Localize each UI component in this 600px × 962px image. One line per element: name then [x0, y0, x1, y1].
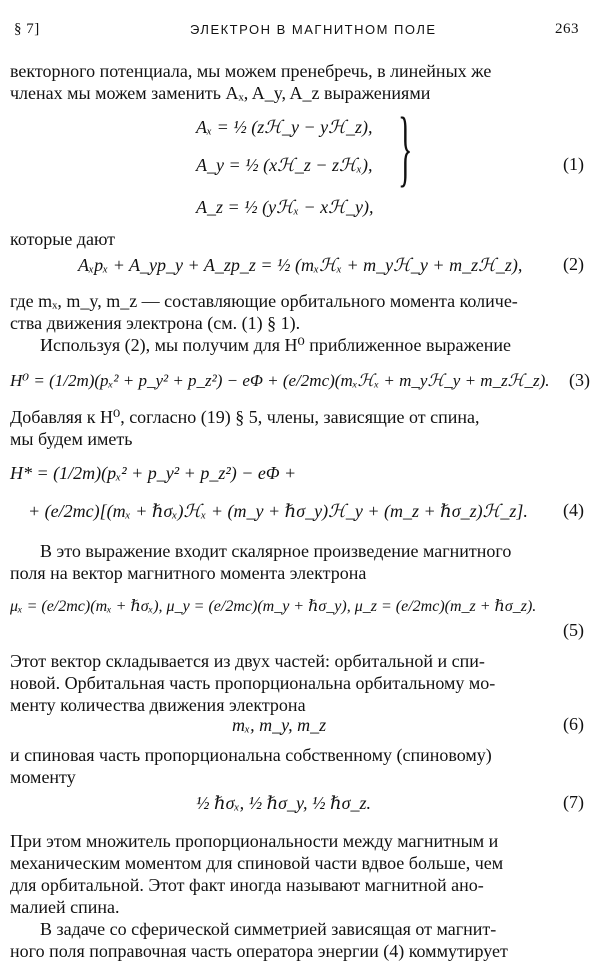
text-line: Используя (2), мы получим для H⁰ приближенное выражение	[40, 335, 511, 355]
text-line: В задаче со сферической симметрией зависящая от магнит-	[40, 919, 497, 939]
page-number: 263	[555, 21, 579, 37]
equation-number: (2)	[563, 254, 584, 274]
text-line: В это выражение входит скалярное произведение магнитного	[40, 541, 512, 561]
text-line: и спиновая часть пропорциональна собственному (спиновому)	[10, 745, 492, 765]
text-line: ства движения электрона (см. (1) § 1).	[10, 313, 301, 333]
equation-4b: + (e/2mc)[(mₓ + ℏσₓ)ℋₓ + (m_y + ℏσ_y)ℋ_y + (m_z + ℏσ_z)ℋ_z].	[28, 501, 528, 521]
text-line: членах мы можем заменить Aₓ, A_y, A_z выражениями	[10, 83, 431, 103]
equation-number: (5)	[563, 620, 584, 640]
text-line: где mₓ, m_y, m_z — составляющие орбитального момента количе-	[10, 291, 518, 311]
equation-4a: H* = (1/2m)(pₓ² + p_y² + p_z²) − eΦ +	[10, 463, 297, 483]
equation-1c: A_z = ½ (yℋₓ − xℋ_y),	[196, 197, 374, 217]
equation-1a: Aₓ = ½ (zℋ_y − yℋ_z),	[196, 117, 373, 137]
equation-7: ½ ℏσₓ, ½ ℏσ_y, ½ ℏσ_z.	[196, 793, 372, 813]
running-title: ЭЛЕКТРОН В МАГНИТНОМ ПОЛЕ	[190, 22, 437, 37]
text-line: поля на вектор магнитного момента электрона	[10, 563, 367, 583]
equation-number: (3)	[569, 370, 590, 390]
equation-5: μₓ = (e/2mc)(mₓ + ℏσₓ), μ_y = (e/2mc)(m_y + ℏσ_y), μ_z = (e/2mc)(m_z + ℏσ_z).	[10, 598, 537, 615]
equation-3: H⁰ = (1/2m)(pₓ² + p_y² + p_z²) − eΦ + (e/2mc)(mₓℋₓ + m_yℋ_y + m_zℋ_z).	[10, 371, 550, 390]
text-line: векторного потенциала, мы можем пренебречь, в линейных же	[10, 61, 492, 81]
text-line: менту количества движения электрона	[10, 695, 306, 715]
text-line: для орбитальной. Этот факт иногда называют магнитной ано-	[10, 875, 484, 895]
text-line: ного поля поправочная часть оператора энергии (4) коммутирует	[10, 941, 508, 961]
equation-6: mₓ, m_y, m_z	[232, 715, 327, 735]
text-line: При этом множитель пропорциональности между магнитным и	[10, 831, 499, 851]
equation-number: (4)	[563, 500, 584, 520]
equation-number: (7)	[563, 792, 584, 812]
text-line: мы будем иметь	[10, 429, 133, 449]
text-line: малией спина.	[10, 897, 120, 917]
text-line: новой. Орбитальная часть пропорциональна орбитальному мо-	[10, 673, 496, 693]
section-marker: § 7]	[14, 21, 40, 37]
equation-1b: A_y = ½ (xℋ_z − zℋₓ),	[196, 155, 373, 175]
equation-2: Aₓpₓ + A_yp_y + A_zp_z = ½ (mₓℋₓ + m_yℋ_y + m_zℋ_z),	[78, 255, 523, 275]
text-line: моменту	[10, 767, 76, 787]
text-line: Этот вектор складывается из двух частей: орбитальной и спи-	[10, 651, 485, 671]
right-brace: }	[398, 99, 413, 195]
equation-number: (1)	[563, 154, 584, 174]
text-line: которые дают	[10, 229, 116, 249]
equation-number: (6)	[563, 714, 584, 734]
text-line: механическим моментом для спиновой части вдвое больше, чем	[10, 853, 504, 873]
text-line: Добавляя к H⁰, согласно (19) § 5, члены, зависящие от спина,	[10, 407, 480, 427]
